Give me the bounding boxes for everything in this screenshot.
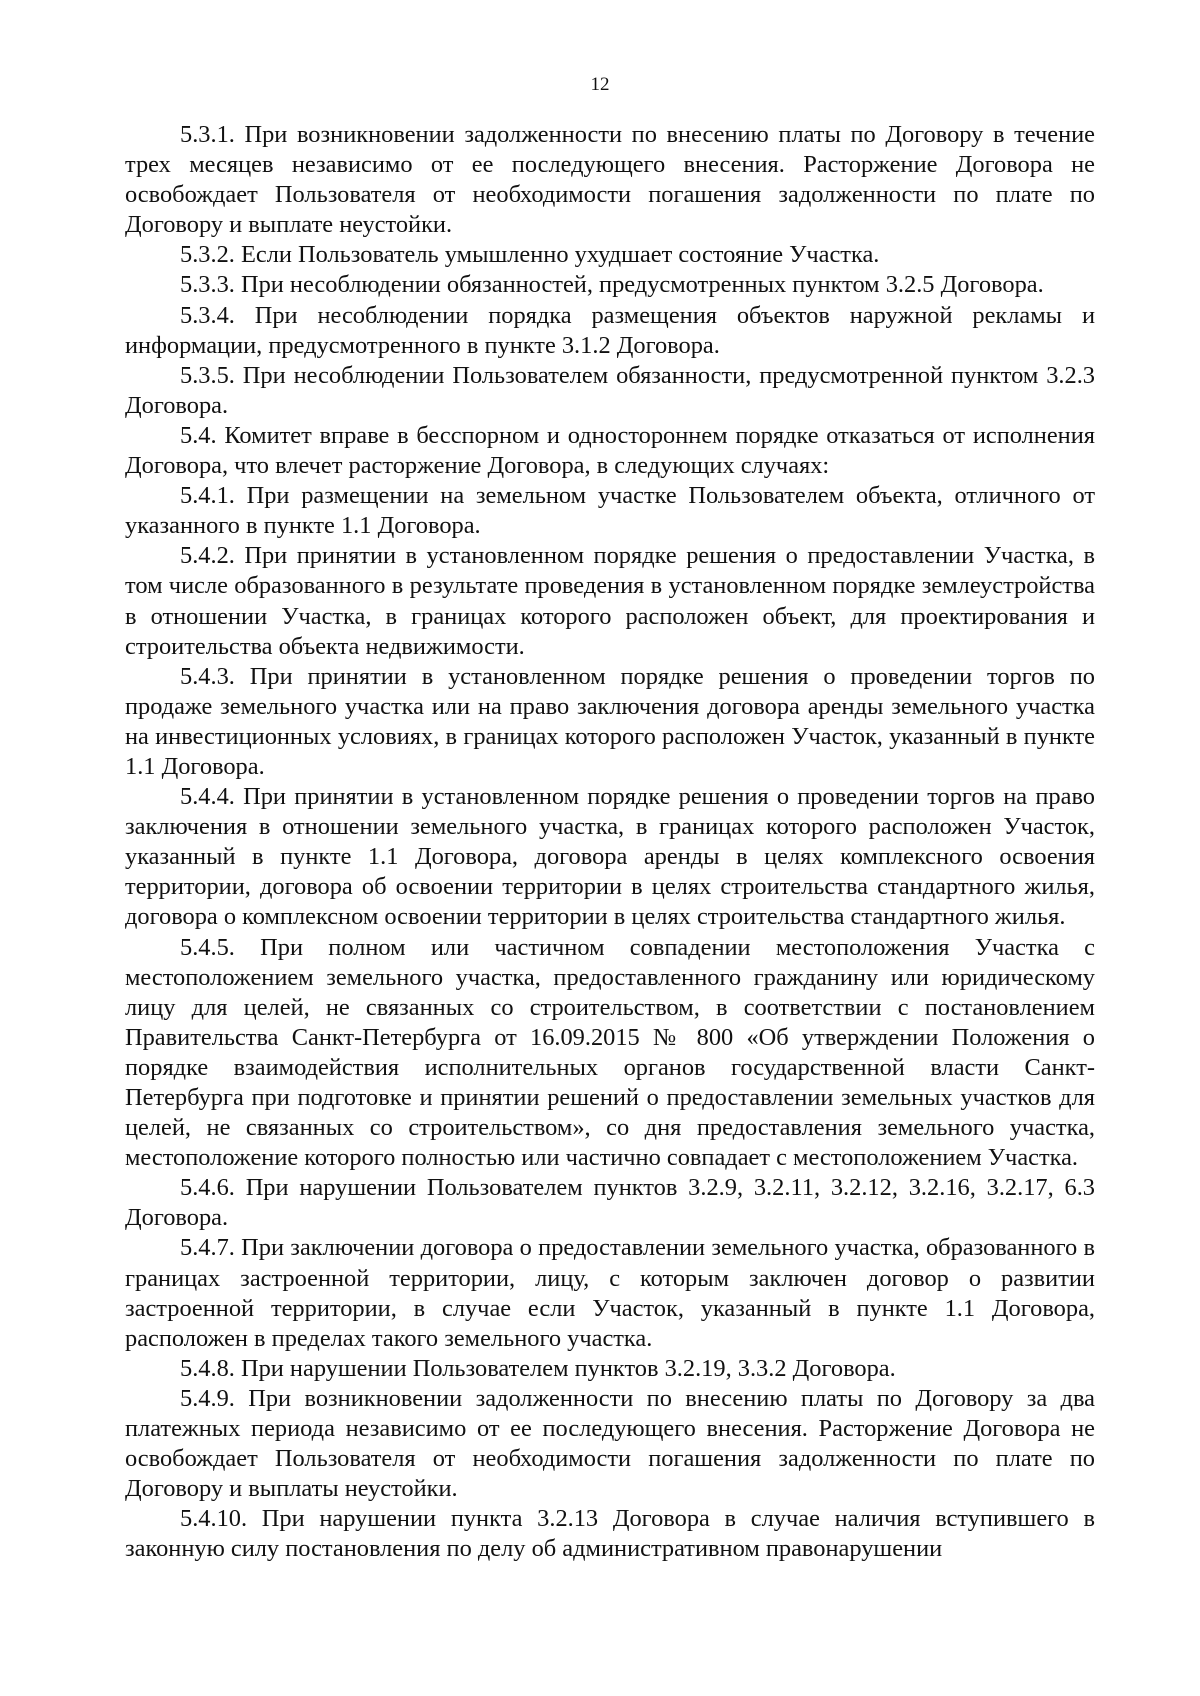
paragraph-5-4-10: 5.4.10. При нарушении пункта 3.2.13 Договора в случае наличия вступившего в законную силу постановления по делу об административном правонарушении	[125, 1505, 1095, 1563]
paragraph-5-3-3: 5.3.3. При несоблюдении обязанностей, предусмотренных пунктом 3.2.5 Договора.	[180, 271, 1044, 299]
paragraph-5-3-4: 5.3.4. При несоблюдении порядка размещения объектов наружной рекламы и информации, предусмотренного в пункте 3.1.2 Договора.	[125, 301, 1095, 359]
paragraph-5-4-6: 5.4.6. При нарушении Пользователем пунктов 3.2.9, 3.2.11, 3.2.12, 3.2.16, 3.2.17, 6.3 Договора.	[125, 1174, 1095, 1232]
paragraph-5-4-9: 5.4.9. При возникновении задолженности по внесению платы по Договору за два платежных периода независимо от ее последующего внесения. Расторжение Договора не освобождает Пользователя от необходимости погашения задолженности по плате по Договору и выплаты неустойки.	[125, 1384, 1095, 1503]
paragraph-5-4-8: 5.4.8. При нарушении Пользователем пунктов 3.2.19, 3.3.2 Договора.	[180, 1354, 896, 1382]
paragraph-5-3-1: 5.3.1. При возникновении задолженности по внесению платы по Договору в течение трех месяцев независимо от ее последующего внесения. Расторжение Договора не освобождает Пользователя от необходимости погашения задолженности по плате по Договору и выплате неустойки.	[125, 121, 1095, 239]
paragraph-5-4-5: 5.4.5. При полном или частичном совпадении местоположения Участка с местоположением земельного участка, предоставленного гражданину или юридическому лицу для целей, не связанных со строительством, в соответствии с постановлением Правительства Санкт-Петербурга от 16.09.2015 № 800 «Об утверждении Положения о порядке взаимодействия исполнительных органов государственной власти Санкт-Петербурга при подготовке и принятии решений о предоставлении земельных участков для целей, не связанных со строительством», со дня предоставления земельного участка, местоположение которого полностью или частично совпадает с местоположением Участка.	[125, 933, 1095, 1172]
paragraph-5-4-4: 5.4.4. При принятии в установленном порядке решения о проведении торгов на право заключения в отношении земельного участка, в границах которого расположен Участок, указанный в пункте 1.1 Договора, договора аренды в целях комплексного освоения территории, договора об освоении территории в целях строительства стандартного жилья, договора о комплексном освоении территории в целях строительства стандартного жилья.	[125, 783, 1095, 931]
paragraph-5-4-2: 5.4.2. При принятии в установленном порядке решения о предоставлении Участка, в том числе образованного в результате проведения в установленном порядке землеустройства в отношении Участка, в границах которого расположен объект, для проектирования и строительства объекта недвижимости.	[125, 542, 1095, 660]
paragraph-5-4-1: 5.4.1. При размещении на земельном участке Пользователем объекта, отличного от указанного в пункте 1.1 Договора.	[125, 482, 1095, 540]
paragraph-5-4-3: 5.4.3. При принятии в установленном порядке решения о проведении торгов по продаже земельного участка или на право заключения договора аренды земельного участка на инвестиционных условиях, в границах которого расположен Участок, указанный в пункте 1.1 Договора.	[125, 662, 1095, 780]
paragraph-5-4: 5.4. Комитет вправе в бесспорном и одностороннем порядке отказаться от исполнения Договора, что влечет расторжение Договора, в следующих случаях:	[125, 421, 1095, 480]
paragraph-5-4-7: 5.4.7. При заключении договора о предоставлении земельного участка, образованного в границах застроенной территории, лицу, с которым заключен договор о развитии застроенной территории, в случае если Участок, указанный в пункте 1.1 Договора, расположен в пределах такого земельного участка.	[125, 1234, 1095, 1352]
document-body	[125, 120, 1095, 1565]
paragraph-5-3-5: 5.3.5. При несоблюдении Пользователем обязанности, предусмотренной пунктом 3.2.3 Договора.	[125, 361, 1095, 419]
paragraph-5-3-2: 5.3.2. Если Пользователь умышленно ухудшает состояние Участка.	[180, 241, 880, 269]
page-number: 12	[590, 74, 610, 95]
